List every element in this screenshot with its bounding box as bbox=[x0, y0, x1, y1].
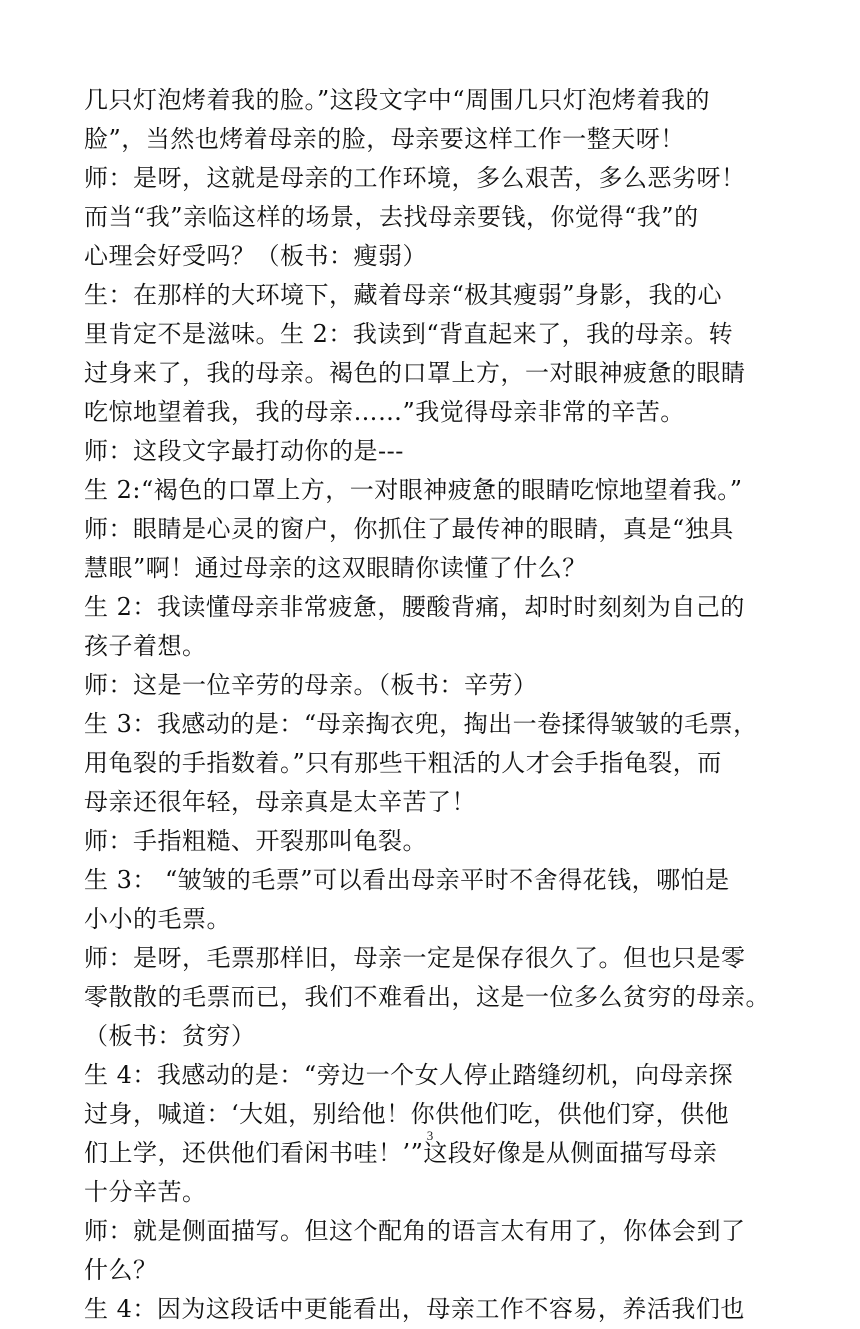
text-line: 过身来了，我的母亲。褐色的口罩上方，一对眼神疲惫的眼睛 bbox=[84, 359, 746, 387]
text-line: 生：在那样的大环境下，藏着母亲“极其瘦弱”身影，我的心 bbox=[84, 281, 723, 309]
text-line: 生 3：我感动的是：“母亲掏衣兜，掏出一卷揉得皱皱的毛票， bbox=[84, 710, 758, 738]
text-line: 生 4：我感动的是：“旁边一个女人停止踏缝纫机，向母亲探 bbox=[84, 1061, 734, 1089]
text-line: 脸”，当然也烤着母亲的脸，母亲要这样工作一整天呀！ bbox=[84, 125, 685, 153]
text-line: 师：眼睛是心灵的窗户，你抓住了最传神的眼睛，真是“独具 bbox=[84, 515, 734, 543]
text-line: 小小的毛票。 bbox=[84, 905, 231, 933]
text-line: 里肯定不是滋味。生 2：我读到“背直起来了，我的母亲。转 bbox=[84, 320, 734, 348]
text-line: 用龟裂的手指数着。”只有那些干粗活的人才会手指龟裂，而 bbox=[84, 749, 722, 777]
text-line: 心理会好受吗？（板书：瘦弱） bbox=[84, 242, 427, 270]
text-line: 师：是呀，这就是母亲的工作环境，多么艰苦，多么恶劣呀！ bbox=[84, 164, 746, 192]
text-line: 师：这是一位辛劳的母亲。（板书：辛劳） bbox=[84, 671, 538, 699]
text-line: 过身，喊道：‘大姐，别给他！你供他们吃，供他们穿，供他 bbox=[84, 1100, 730, 1128]
text-line: 孩子着想。 bbox=[84, 632, 207, 660]
text-line: 吃惊地望着我，我的母亲……”我觉得母亲非常的辛苦。 bbox=[84, 398, 685, 426]
page-number: 3 bbox=[426, 1128, 434, 1143]
text-line: 十分辛苦。 bbox=[84, 1178, 207, 1206]
text-line: 生 4：因为这段话中更能看出，母亲工作不容易，养活我们也 bbox=[84, 1295, 745, 1323]
text-line: 生 2:“褐色的口罩上方，一对眼神疲惫的眼睛吃惊地望着我。” bbox=[84, 476, 743, 504]
text-line: 师：就是侧面描写。但这个配角的语言太有用了，你体会到了 bbox=[84, 1217, 746, 1245]
text-line: 什么？ bbox=[84, 1256, 158, 1284]
text-line: 几只灯泡烤着我的脸。”这段文字中“周围几只灯泡烤着我的 bbox=[84, 86, 711, 114]
text-line: 师：是呀，毛票那样旧，母亲一定是保存很久了。但也只是零 bbox=[84, 944, 746, 972]
text-line: 而当“我”亲临这样的场景，去找母亲要钱，你觉得“我”的 bbox=[84, 203, 699, 231]
text-line: 生 2：我读懂母亲非常疲惫，腰酸背痛，却时时刻刻为自己的 bbox=[84, 593, 745, 621]
text-line: 母亲还很年轻，母亲真是太辛苦了！ bbox=[84, 788, 476, 816]
text-line: 们上学，还供他们看闲书哇！’”这段好像是从侧面描写母亲 bbox=[84, 1139, 718, 1167]
text-line: 师：手指粗糙、开裂那叫龟裂。 bbox=[84, 827, 427, 855]
text-line: 生 3： “皱皱的毛票”可以看出母亲平时不舍得花钱，哪怕是 bbox=[84, 866, 730, 894]
text-line: 师：这段文字最打动你的是--- bbox=[84, 437, 404, 465]
text-line: 慧眼”啊！通过母亲的这双眼睛你读懂了什么？ bbox=[84, 554, 587, 582]
text-line: （板书：贫穷） bbox=[84, 1022, 256, 1050]
text-line: 零散散的毛票而已，我们不难看出，这是一位多么贫穷的母亲。 bbox=[84, 983, 770, 1011]
